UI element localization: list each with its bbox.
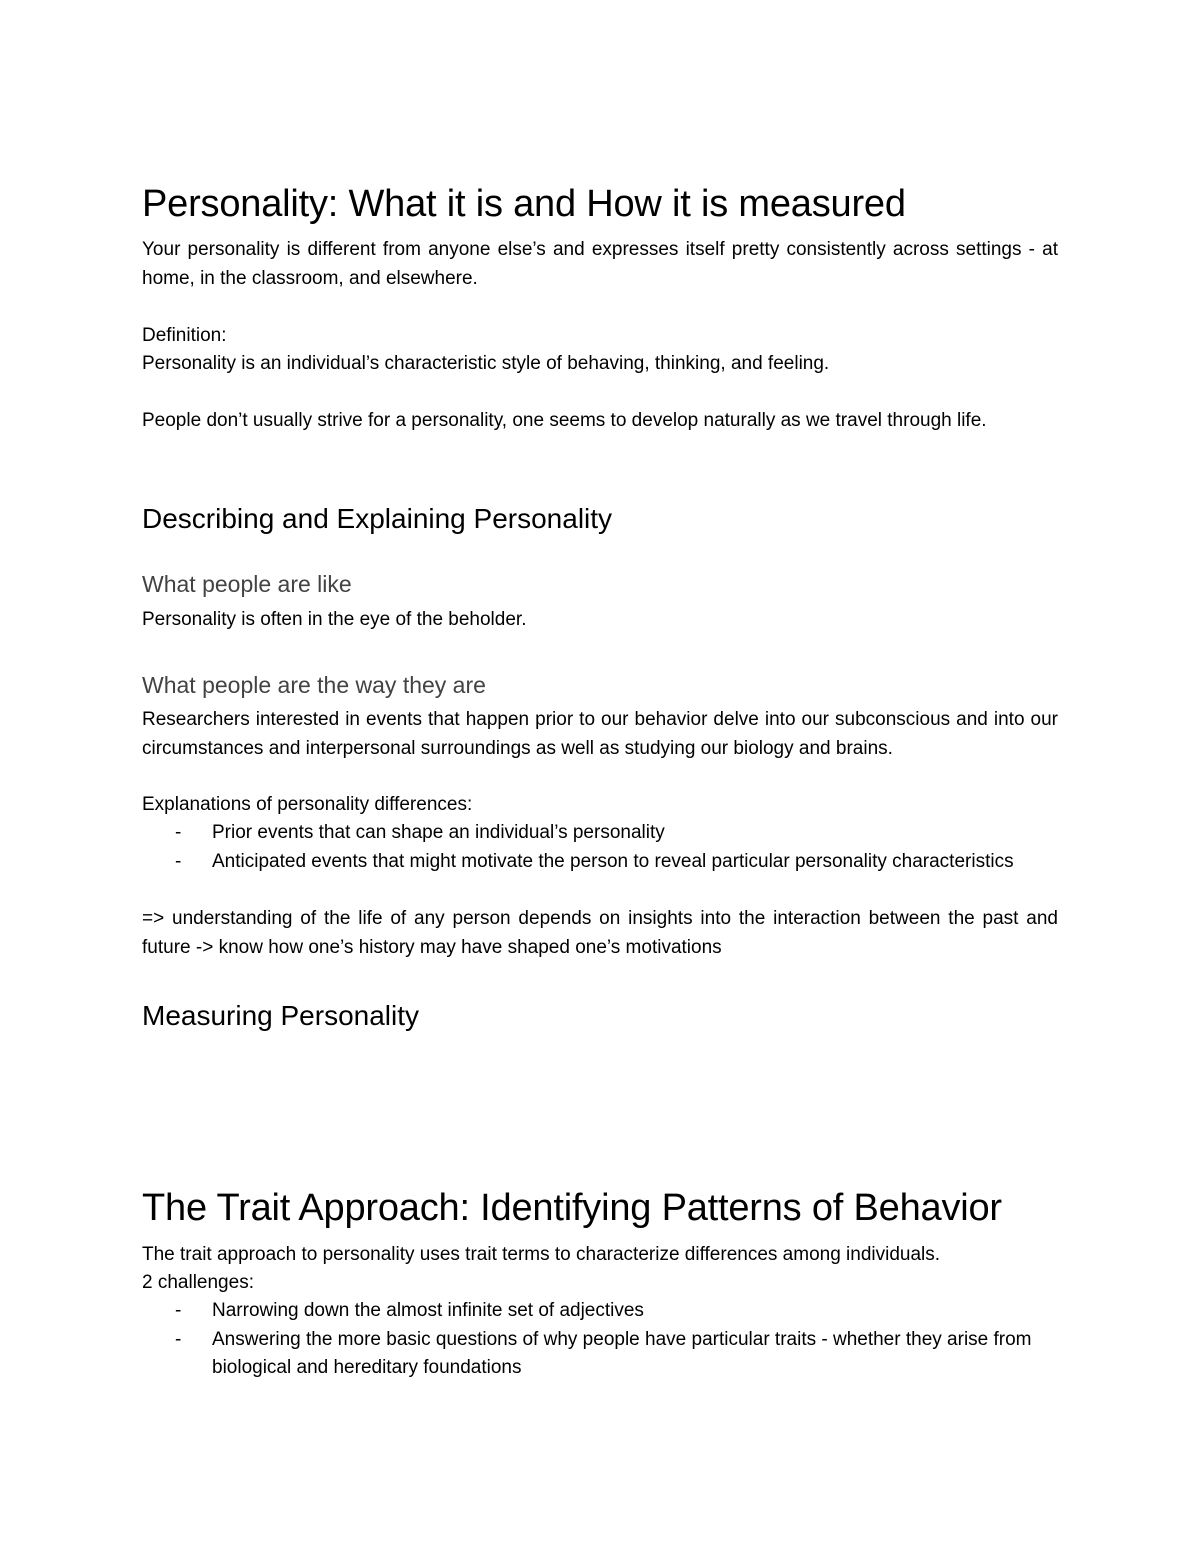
dash-bullet: -: [175, 1300, 182, 1321]
definition-label: Definition:: [142, 325, 227, 346]
page-title: Personality: What it is and How it is measured: [142, 183, 906, 225]
section-heading-measuring: Measuring Personality: [142, 1000, 420, 1031]
subheading-way-they-are: What people are the way they are: [142, 672, 486, 698]
intro-paragraph: Your personality is different from anyone else’s and expresses itself pretty consistently across settings - at home, in the classroom, and elsewhere.: [142, 239, 1058, 289]
people-paragraph: People don’t usually strive for a personality, one seems to develop naturally as we travel through life.: [142, 410, 987, 431]
trait-approach-title: The Trait Approach: Identifying Patterns of Behavior: [142, 1187, 1002, 1229]
list-item: [142, 848, 1058, 877]
list-item-text: Prior events that can shape an individual’s personality: [212, 822, 665, 843]
list-item: [142, 819, 1058, 848]
challenges-label: 2 challenges:: [142, 1272, 254, 1293]
list-item: [142, 1326, 1058, 1383]
subheading-like-text: Personality is often in the eye of the beholder.: [142, 609, 527, 630]
challenges-list: [142, 1297, 1058, 1383]
subheading-what-people-are-like: What people are like: [142, 571, 352, 597]
list-item-text: Answering the more basic questions of why people have particular traits - whether they arise from biological and hereditary foundations: [212, 1328, 1032, 1379]
explanations-list: [142, 819, 1058, 876]
list-item-text: Anticipated events that might motivate the person to reveal particular personality characteristics: [212, 850, 1014, 872]
definition-text: Personality is an individual’s characteristic style of behaving, thinking, and feeling.: [142, 353, 830, 374]
list-item-text: Narrowing down the almost infinite set of adjectives: [212, 1300, 644, 1321]
explanations-label: Explanations of personality differences:: [142, 794, 473, 815]
trait-paragraph: The trait approach to personality uses trait terms to characterize differences among individuals.: [142, 1244, 941, 1265]
dash-bullet: -: [175, 1328, 182, 1350]
list-item: [142, 1297, 1058, 1326]
subheading-way-text: Researchers interested in events that happen prior to our behavior delve into our subconscious and into our circumstances and interpersonal surroundings as well as studying our biology and brains.: [142, 709, 1058, 759]
dash-bullet: -: [175, 822, 182, 843]
conclusion-paragraph: => understanding of the life of any person depends on insights into the interaction between the past and future -> know how one’s history may have shaped one’s motivations: [142, 908, 1058, 958]
dash-bullet: -: [175, 850, 182, 872]
section-heading-describing: Describing and Explaining Personality: [142, 503, 613, 534]
